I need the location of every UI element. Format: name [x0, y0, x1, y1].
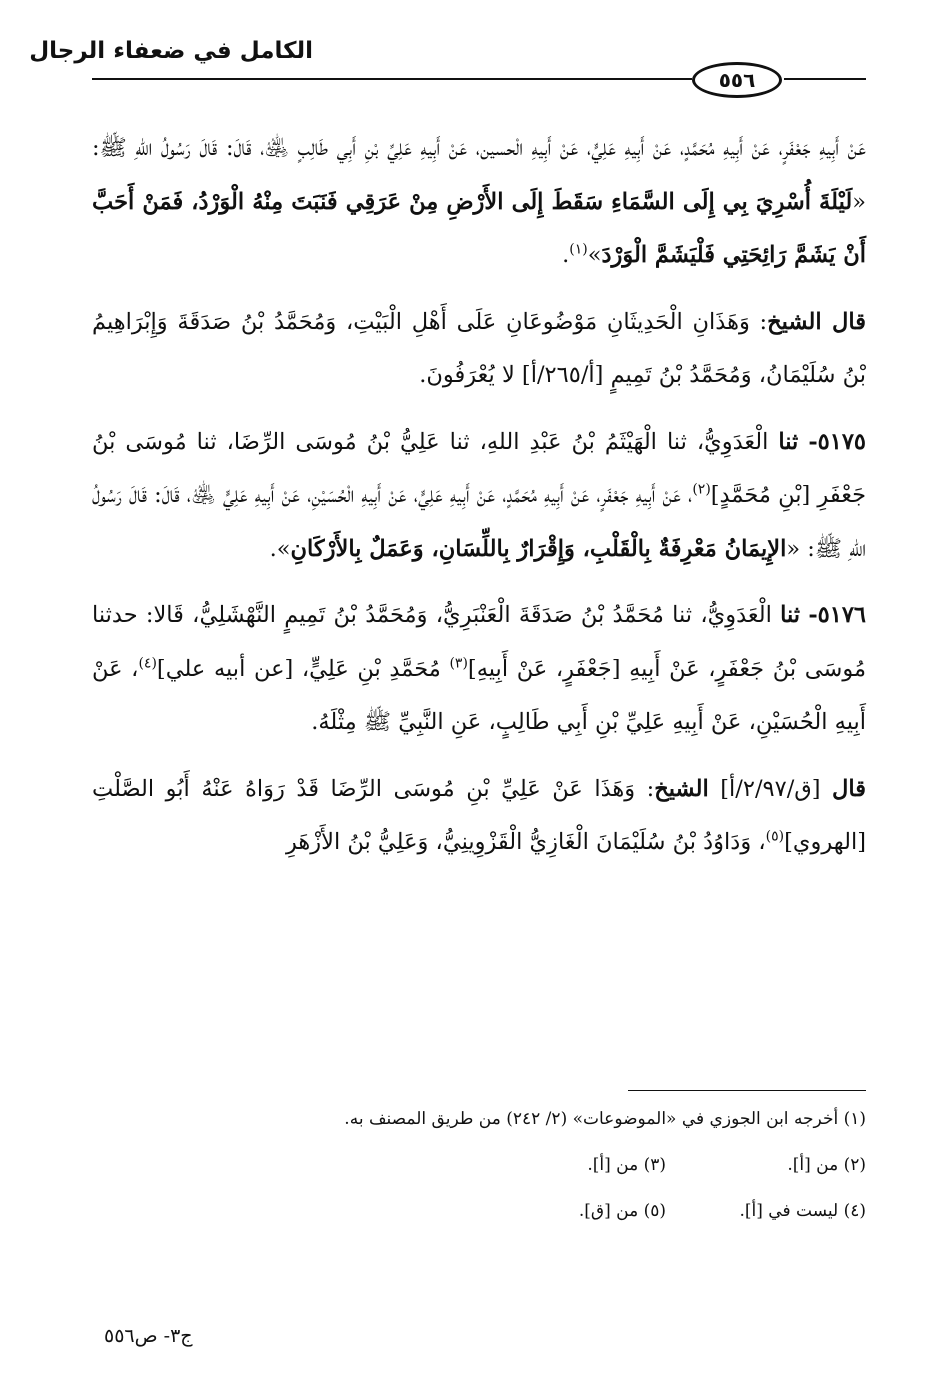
volume-page-reference: ج٣- ص٥٥٦	[104, 1325, 193, 1347]
text-segment: ».	[269, 535, 291, 562]
hadith-number: ٥١٧٥-	[808, 428, 867, 455]
footnote-ref[interactable]: (٣)	[449, 655, 468, 671]
footnote-ref[interactable]: (٤)	[138, 655, 157, 671]
footnote-ref[interactable]: (١)	[569, 241, 588, 258]
header-rule	[92, 78, 692, 80]
paragraph-hadith-5175	[92, 416, 866, 577]
footnote-2: (٢) من [أ].	[787, 1155, 866, 1175]
text-segment: الْعَدَوِيُّ، ثنا الْهَيْثَمُ بْنُ عَبْدِ اللهِ، ثنا عَلِيُّ بْنُ مُوسَى الرِّضَا، ثنا مُوسَى بْنُ جَعْفَرِ [بْنِ مُحَمَّدٍ]	[92, 428, 866, 508]
text-segment: ، وَدَاوُدُ بْنُ سُلَيْمَانَ الْغَازِيُّ الْقَزْوِينِيُّ، وَعَلِيُّ بْنُ الأَزْهَرِ	[285, 829, 766, 855]
footnotes	[92, 1106, 866, 1244]
narration-label: ثنا	[780, 602, 801, 628]
paragraph-1	[92, 122, 866, 283]
hadith-text: الإِيمَانُ مَعْرِفَةٌ بِالْقَلْبِ، وَإِقْرَارٌ بِاللِّسَانِ، وَعَمَلٌ بِالأَرْكَانِ	[290, 535, 787, 562]
manuscript-ref: [ق/٢/٩٧/أ]	[708, 775, 833, 802]
text-segment: الْعَدَوِيُّ، ثنا مُحَمَّدُ بْنُ صَدَقَةَ الْعَنْبَرِيُّ، وَمُحَمَّدُ بْنُ تَمِيمٍ النَّهْشَلِيُّ، قَالا: حدثنا مُوسَى بْنُ جَعْفَرٍ، عَنْ أَبِيهِ [جَعْفَرٍ، عَنْ أَبِيهِ]	[92, 602, 866, 682]
text-segment: : وَهَذَانِ الْحَدِيثَانِ مَوْضُوعَانِ عَلَى أَهْلِ الْبَيْتِ، وَمُحَمَّدُ بْنُ صَدَقَةَ وَإِبْرَاهِيمُ بْنُ سُلَيْمَانُ، وَمُحَمَّدُ بْنُ تَمِيمٍ [أ/٢٦٥/أ] لا يُعْرَفُونَ.	[92, 308, 866, 388]
text-segment: مُحَمَّدِ بْنِ عَلِيٍّ، [عن أبيه علي]	[156, 655, 450, 682]
text-segment: ، عَنْ أَبِيهِ جَعْفَرٍ، عَنْ أَبِيهِ مُحَمَّدٍ، عَنْ أَبِيهِ عَلِيٍّ، عَنْ أَبِيهِ الْحُسَيْنِ، عَنْ أَبِيهِ عَلِيٍّ ﵁، قَالَ: قَالَ رَسُولُ اللهِ ﷺ: «	[92, 482, 866, 562]
footnote-ref[interactable]: (٢)	[692, 481, 711, 498]
page-number-badge: ٥٥٦	[692, 62, 782, 98]
main-text	[92, 122, 866, 883]
text-segment: ، عَنْ أَبِيهِ الْحُسَيْنِ، عَنْ أَبِيهِ عَلِيِّ بْنِ أَبِي طَالِبٍ، عَنِ النَّبِيِّ ﷺ مِثْلَهُ.	[92, 655, 866, 735]
footnote-1: (١) أخرجه ابن الجوزي في «الموضوعات» (٢/ ٢٤٢) من طريق المصنف به.	[344, 1109, 866, 1129]
footnote-3: (٣) من [أ].	[587, 1155, 666, 1175]
speaker-label: قال الشيخ	[767, 308, 866, 335]
footnote-row	[92, 1152, 866, 1178]
footnote-5: (٥) من [ق].	[578, 1201, 666, 1221]
footnote-ref[interactable]: (٥)	[765, 828, 785, 845]
speaker-label: قال	[832, 775, 866, 802]
paragraph-hadith-5176	[92, 589, 866, 750]
text-segment: : وَهَذَا عَنْ عَلِيِّ بْنِ مُوسَى الرِّضَا قَدْ رَوَاهُ عَنْهُ أَبُو الصَّلْتِ [الهروي]	[92, 775, 866, 855]
hadith-number: ٥١٧٦-	[808, 602, 867, 628]
footnote-4: (٤) ليست في [أ].	[739, 1201, 866, 1221]
narration-label: ثنا	[778, 428, 799, 455]
paragraph-5	[92, 763, 866, 870]
text-segment: .	[562, 242, 570, 268]
footnote-row	[92, 1198, 866, 1224]
footnote-rule	[628, 1090, 866, 1091]
speaker-label: الشيخ	[654, 775, 709, 802]
text-segment: عَنْ أَبِيهِ جَعْفَرٍ، عَنْ أَبِيهِ مُحَمَّدٍ، عَنْ أَبِيهِ عَلِيٍّ، عَنْ أَبِيهِ الْحسين، عَنْ أَبِيهِ عَلِيِّ بْنِ أَبِي طَالِبٍ ﵁، قَالَ: قَالَ رَسُولُ اللهِ ﷺ: «	[92, 135, 866, 215]
hadith-text: لَيْلَةَ أُسْرِيَ بِي إِلَى السَّمَاءِ سَقَطَ إِلَى الأَرْضِ مِنْ عَرَقِي فَنَبَتَ مِنْهُ الْوَرْدُ، فَمَنْ أَحَبَّ أَنْ يَشَمَّ رَائِحَتِي فَلْيَشَمَّ الْوَرْدَ	[92, 188, 866, 268]
text-segment: »	[587, 242, 602, 268]
header-rule-right	[784, 78, 866, 80]
paragraph-2	[92, 296, 866, 403]
running-title: الكامل في ضعفاء الرجال	[29, 38, 313, 64]
